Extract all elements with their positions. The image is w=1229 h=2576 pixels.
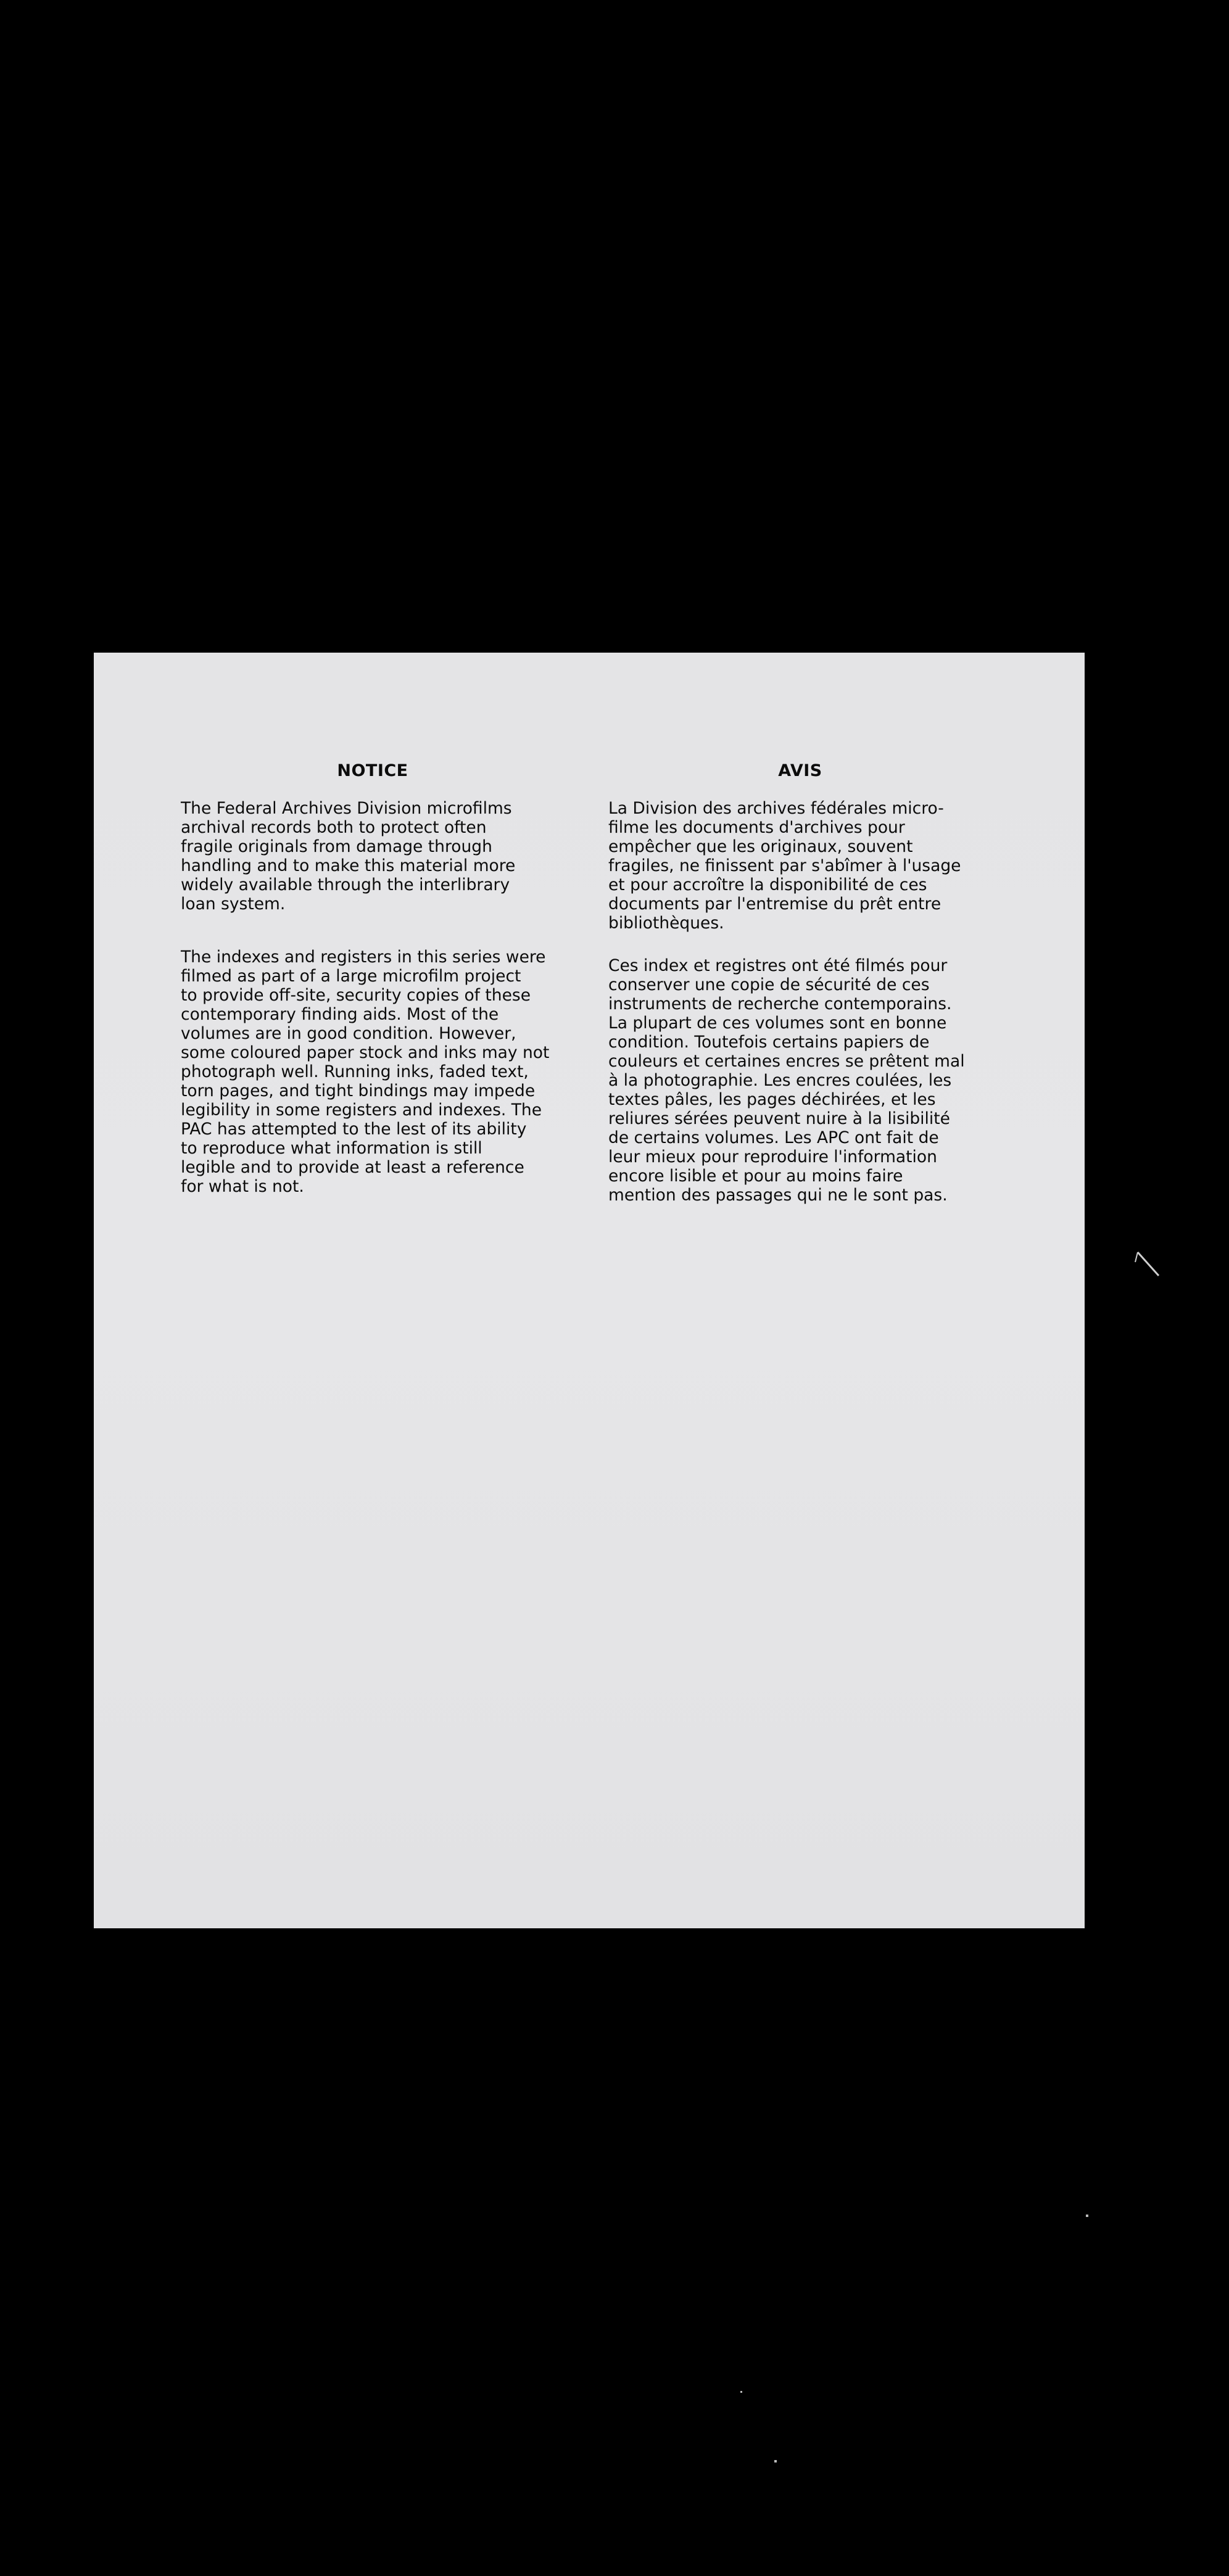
avis-heading: AVIS — [778, 761, 822, 780]
notice-paragraph-2: The indexes and registers in this series were filmed as part of a large microfilm project to provide off-site, security copies of these contemporary finding aids. Most of the volumes are in good condition. However, some coloured paper stock and inks may not photograph well. Running inks, faded text, torn pages, and tight bindings may impede legibility in some registers and indexes. The PAC has attempted to the lest of its ability to reproduce what information is still legible and to provide at least a reference for what is not. — [181, 947, 550, 1196]
notice-paragraph-1: The Federal Archives Division microfilms archival records both to protect often fragile originals from damage through handling and to make this material more widely available through the interlibrary loan system. — [181, 799, 516, 914]
film-speck — [740, 2391, 742, 2393]
english-notice-column — [181, 762, 565, 1196]
avis-paragraph-2: Ces index et registres ont été filmés pour conserver une copie de sécurité de ces instruments de recherche contemporains. La plupart de ces volumes sont en bonne condition. Toutefois certains papiers de couleurs et certaines encres se prêtent mal à la photographie. Les encres coulées, les textes pâles, les pages déchirées, et les reliures sérées peuvent nuire à la lisibilité de certains volumes. Les APC ont fait de leur mieux pour reproduire l'information encore lisible et pour au moins faire mention des passages qui ne le sont pas. — [608, 956, 965, 1205]
french-avis-column — [608, 762, 992, 1205]
film-speck — [1086, 2215, 1088, 2217]
scanned-notice-page — [94, 653, 1085, 1928]
notice-heading: NOTICE — [337, 761, 408, 780]
film-speck — [774, 2460, 777, 2462]
film-scratch-mark — [1134, 1249, 1171, 1286]
avis-paragraph-1: La Division des archives fédérales micro- filme les documents d'archives pour empêcher que les originaux, souvent fragiles, ne finissent par s'abîmer à l'usage et pour accroître la disponibilité de ces documents par l'entremise du prêt entre bibliothèques. — [608, 799, 961, 933]
